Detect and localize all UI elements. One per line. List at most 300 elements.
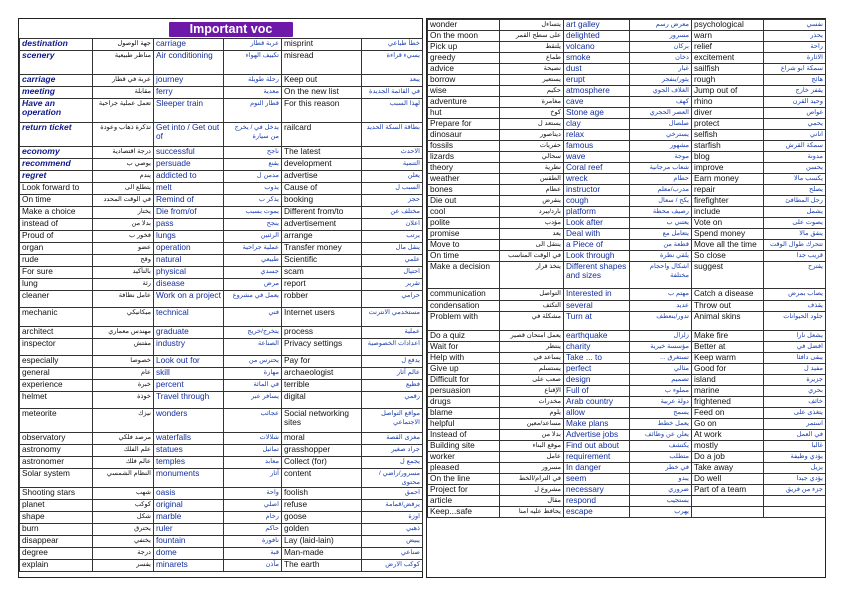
vocab-row <box>20 457 423 469</box>
vocab-meaning: على سطح القمر <box>500 31 564 42</box>
vocab-meaning: جسدي <box>224 267 282 279</box>
vocab-meaning: يعمل خطط <box>630 419 692 430</box>
vocab-word: misprint <box>282 39 362 51</box>
vocab-row <box>428 289 826 301</box>
vocab-meaning: خائف <box>764 397 826 408</box>
vocab-word <box>692 496 764 507</box>
vocab-word: Catch a disease <box>692 289 764 301</box>
vocab-meaning: طماع <box>500 53 564 64</box>
vocab-word: improve <box>692 163 764 174</box>
vocab-meaning: شهب <box>93 488 154 500</box>
vocab-word: Animal skins <box>692 312 764 331</box>
vocab-meaning: تدور/ينعطف <box>630 312 692 331</box>
vocab-meaning: غبار <box>630 64 692 75</box>
vocab-meaning: مواقع التواصل الاجتماعي <box>362 409 423 433</box>
vocab-meaning: يبدو <box>630 474 692 485</box>
vocab-meaning <box>764 496 826 507</box>
vocab-meaning: اصلي <box>224 500 282 512</box>
vocab-row <box>428 408 826 419</box>
vocab-meaning: يعلن عن وظائف <box>630 430 692 441</box>
vocab-meaning: راحة <box>764 42 826 53</box>
vocab-meaning: كوخ <box>500 108 564 119</box>
vocab-meaning: تكييف الهواء <box>224 51 282 75</box>
vocab-meaning: التواصل <box>500 289 564 301</box>
vocab-meaning: مفيد ل <box>764 364 826 375</box>
vocab-meaning: يحمي <box>764 119 826 130</box>
vocab-row <box>428 31 826 42</box>
vocab-word: On time <box>20 195 93 207</box>
vocab-word: Jump out of <box>692 86 764 97</box>
vocab-row <box>20 560 423 572</box>
vocab-meaning: عامل <box>500 452 564 463</box>
vocab-meaning: بحري <box>764 386 826 397</box>
vocab-word: scenery <box>20 51 93 75</box>
vocab-meaning: يلوم <box>500 408 564 419</box>
vocab-word: Go on <box>692 419 764 430</box>
vocab-meaning: وقح <box>93 255 154 267</box>
vocab-row <box>428 463 826 474</box>
vocab-word: degree <box>20 548 93 560</box>
vocab-word: golden <box>282 524 362 536</box>
vocab-meaning: دخان <box>630 53 692 64</box>
vocab-word: starfish <box>692 141 764 152</box>
vocab-meaning: يقفز خارج <box>764 86 826 97</box>
vocab-meaning: مسرور <box>630 31 692 42</box>
vocab-word: foolish <box>282 488 362 500</box>
vocab-meaning: تماثيل <box>224 445 282 457</box>
vocab-row <box>20 524 423 536</box>
vocab-row <box>428 301 826 312</box>
vocab-meaning: يحسن <box>764 163 826 174</box>
vocab-meaning: ذهبي <box>362 524 423 536</box>
vocab-meaning: ضروري <box>630 485 692 496</box>
vocab-meaning: تقرير <box>362 279 423 291</box>
vocab-row <box>20 183 423 195</box>
vocab-word: development <box>282 159 362 171</box>
vocab-word: minarets <box>154 560 224 572</box>
vocab-word: Give up <box>428 364 500 375</box>
vocab-word: monuments <box>154 469 224 488</box>
vocab-word: Remind of <box>154 195 224 207</box>
vocab-word: advertise <box>282 171 362 183</box>
vocab-word: diver <box>692 108 764 119</box>
vocab-word: In danger <box>564 463 630 474</box>
vocab-meaning: عربة قطار <box>224 39 282 51</box>
vocab-row <box>428 240 826 251</box>
vocab-word: helpful <box>428 419 500 430</box>
vocab-row <box>20 291 423 308</box>
vocab-word: pleased <box>428 463 500 474</box>
vocab-meaning: معرض رسم <box>630 20 692 31</box>
vocab-word: The latest <box>282 147 362 159</box>
vocab-meaning: مسرور <box>500 463 564 474</box>
vocab-meaning: مشروع ل <box>500 485 564 496</box>
vocab-word: warn <box>692 31 764 42</box>
vocab-word: Arab country <box>564 397 630 408</box>
vocab-meaning: رحلة طويلة <box>224 75 282 87</box>
vocab-meaning: يتخذ قرار <box>500 262 564 289</box>
vocab-meaning: عامل نظافة <box>93 291 154 308</box>
vocab-word: grasshopper <box>282 445 362 457</box>
vocab-meaning: مساعد/معين <box>500 419 564 430</box>
vocab-meaning: يبيض <box>362 536 423 548</box>
vocab-meaning: رصيف محطة <box>630 207 692 218</box>
vocab-row <box>20 356 423 368</box>
vocab-word: Move all the time <box>692 240 764 251</box>
vocab-word: meeting <box>20 87 93 99</box>
vocab-meaning: التكثف <box>500 301 564 312</box>
vocab-meaning: صناعي <box>362 548 423 560</box>
vocab-meaning: شعاب مرجانية <box>630 163 692 174</box>
vocab-row <box>20 368 423 380</box>
vocab-meaning: اناني <box>764 130 826 141</box>
vocab-word: operation <box>154 243 224 255</box>
vocab-meaning: عظام <box>500 185 564 196</box>
vocab-word: earthquake <box>564 331 630 342</box>
vocab-word: inspector <box>20 339 93 356</box>
vocab-word: persuasion <box>428 386 500 397</box>
vocab-meaning: يسترخي <box>630 130 692 141</box>
vocab-meaning: حجز <box>362 195 423 207</box>
vocab-word: Do a job <box>692 452 764 463</box>
vocab-meaning: يرفض/قمامة <box>362 500 423 512</box>
vocab-meaning: شكل <box>93 512 154 524</box>
vocab-word: Feed on <box>692 408 764 419</box>
vocab-word: Lay (laid-lain) <box>282 536 362 548</box>
vocab-word: skill <box>154 368 224 380</box>
vocab-meaning: يبعد <box>362 75 423 87</box>
vocab-word: rude <box>20 255 93 267</box>
vocab-row <box>20 159 423 171</box>
vocab-row <box>428 262 826 289</box>
vocab-word: Vote on <box>692 218 764 229</box>
vocab-row <box>428 441 826 452</box>
vocab-meaning: يصاب بمرض <box>764 289 826 301</box>
vocab-word: Look forward to <box>20 183 93 195</box>
vocab-meaning: يقنع <box>224 159 282 171</box>
vocab-meaning: رخام <box>224 512 282 524</box>
vocab-word: Look out for <box>154 356 224 368</box>
vocab-meaning: حفريات <box>500 141 564 152</box>
vocab-meaning: يتخرج/خريج <box>224 327 282 339</box>
vocab-word: Make plans <box>564 419 630 430</box>
vocab-word: railcard <box>282 123 362 147</box>
vocab-meaning: عملية جراحية <box>224 243 282 255</box>
vocab-word: process <box>282 327 362 339</box>
vocab-meaning: عجائب <box>224 409 282 433</box>
vocab-row <box>20 267 423 279</box>
vocab-word: Keep...safe <box>428 507 500 518</box>
vocab-meaning: وحيد القرن <box>764 97 826 108</box>
vocab-meaning: خطأ طباعي <box>362 39 423 51</box>
vocab-word: Get into / Get out of <box>154 123 224 147</box>
vocab-word: Man-made <box>282 548 362 560</box>
vocab-word: At work <box>692 430 764 441</box>
vocab-meaning: يستعير <box>500 75 564 86</box>
vocab-meaning: اشكال واحجام مختلفة <box>630 262 692 289</box>
vocab-meaning: مآذن <box>224 560 282 572</box>
vocab-word: several <box>564 301 630 312</box>
vocab-meaning: كهف <box>630 97 692 108</box>
vocab-row <box>20 339 423 356</box>
vocab-word: Privacy settings <box>282 339 362 356</box>
vocab-word: shape <box>20 512 93 524</box>
vocab-meaning: يقذف <box>764 301 826 312</box>
vocab-meaning: ديناصور <box>500 130 564 141</box>
vocab-word: Die out <box>428 196 500 207</box>
vocab-meaning: يعتني ب <box>630 218 692 229</box>
vocab-row <box>428 42 826 53</box>
vocab-meaning: مسرور/راضي /محتوى <box>362 469 423 488</box>
vocab-row <box>428 397 826 408</box>
vocab-word: disappear <box>20 536 93 548</box>
vocab-meaning: مرصد فلكي <box>93 433 154 445</box>
vocab-word: return ticket <box>20 123 93 147</box>
vocab-word: Travel through <box>154 392 224 409</box>
vocab-word: worker <box>428 452 500 463</box>
vocab-meaning: يثور/ينفجر <box>630 75 692 86</box>
vocab-word: Pick up <box>428 42 500 53</box>
vocab-row <box>20 512 423 524</box>
vocab-word: digital <box>282 392 362 409</box>
vocab-meaning: مدمن ل <box>224 171 282 183</box>
vocab-word: a Piece of <box>564 240 630 251</box>
vocab-meaning: جزء من فريق <box>764 485 826 496</box>
vocab-word: Make a choice <box>20 207 93 219</box>
vocab-word: seem <box>564 474 630 485</box>
vocab-row <box>428 86 826 97</box>
vocab-word: dust <box>564 64 630 75</box>
vocab-word: temples <box>154 457 224 469</box>
vocab-meaning: متطلب <box>630 452 692 463</box>
vocab-meaning: اعلان <box>362 219 423 231</box>
vocab-meaning: درجة اقتصادية <box>93 147 154 159</box>
vocab-row <box>20 231 423 243</box>
vocab-meaning: يساعد في <box>500 353 564 364</box>
vocab-word: instructor <box>564 185 630 196</box>
vocab-word: So close <box>692 251 764 262</box>
vocab-meaning: مملوء ب <box>630 386 692 397</box>
vocab-word: Take away <box>692 463 764 474</box>
vocab-row <box>428 251 826 262</box>
vocab-word: carriage <box>154 39 224 51</box>
vocab-meaning: مهتم ب <box>630 289 692 301</box>
vocab-meaning: يزيل <box>764 463 826 474</box>
vocab-meaning: يقترح <box>764 262 826 289</box>
vocab-meaning: رئة <box>93 279 154 291</box>
vocab-meaning: الاثارة <box>764 53 826 64</box>
vocab-meaning: الطقس <box>500 174 564 185</box>
vocab-word: experience <box>20 380 93 392</box>
vocab-word: weather <box>428 174 500 185</box>
vocab-meaning: الرئتين <box>224 231 282 243</box>
vocab-word: island <box>692 375 764 386</box>
vocab-meaning: يشعل نارا <box>764 331 826 342</box>
vocab-meaning: يسمح <box>630 408 692 419</box>
vocab-word: clay <box>564 119 630 130</box>
vocab-meaning: تتحرك طوال الوقت <box>764 240 826 251</box>
vocab-meaning: كوكب <box>93 500 154 512</box>
vocab-row <box>428 53 826 64</box>
vocab-meaning: يسافر عبر <box>224 392 282 409</box>
vocab-meaning: مؤدب <box>500 218 564 229</box>
vocab-meaning: زلزال <box>630 331 692 342</box>
vocab-row <box>20 380 423 392</box>
vocab-word: frightened <box>692 397 764 408</box>
vocab-word: Turn at <box>564 312 630 331</box>
left-half <box>18 18 423 578</box>
vocab-word: archaeologist <box>282 368 362 380</box>
vocab-word: necessary <box>564 485 630 496</box>
vocab-word: addicted to <box>154 171 224 183</box>
vocab-word: blog <box>692 152 764 163</box>
vocab-word: regret <box>20 171 93 183</box>
vocab-meaning: النظام الشمسي <box>93 469 154 488</box>
vocab-word: marble <box>154 512 224 524</box>
vocab-meaning: في الوقت المحدد <box>93 195 154 207</box>
vocab-meaning: يعلن <box>362 171 423 183</box>
vocab-row <box>20 147 423 159</box>
vocab-meaning: فني <box>224 308 282 327</box>
vocab-row <box>20 243 423 255</box>
vocab-word: Sleeper train <box>154 99 224 123</box>
vocab-word: booking <box>282 195 362 207</box>
vocab-meaning: صعب على <box>500 375 564 386</box>
vocab-meaning: يتغذى على <box>764 408 826 419</box>
vocab-word: Building site <box>428 441 500 452</box>
vocab-word: arrange <box>282 231 362 243</box>
vocab-word: architect <box>20 327 93 339</box>
vocab-word: melt <box>154 183 224 195</box>
vocab-meaning: بالتأكيد <box>93 267 154 279</box>
vocab-meaning: الاحدث <box>362 147 423 159</box>
vocab-meaning: بارد/يبرد <box>500 207 564 218</box>
vocab-word: promise <box>428 229 500 240</box>
vocab-meaning: يحترق <box>93 524 154 536</box>
vocab-meaning: بطاقة السكة الحديد <box>362 123 423 147</box>
vocab-meaning: يرتب <box>362 231 423 243</box>
vocab-meaning: اوزة <box>362 512 423 524</box>
vocab-row <box>20 99 423 123</box>
vocab-row <box>428 97 826 108</box>
vocab-meaning: الغلاف الجوي <box>630 86 692 97</box>
vocab-row <box>428 174 826 185</box>
vocab-word: planet <box>20 500 93 512</box>
vocab-meaning: يكتشف <box>630 441 692 452</box>
vocab-word: polite <box>428 218 500 229</box>
vocab-meaning: مغزى القصة <box>362 433 423 445</box>
vocab-word: charity <box>564 342 630 353</box>
vocab-meaning: في الترام/الخط <box>500 474 564 485</box>
vocab-meaning: يستجيب <box>630 496 692 507</box>
vocab-meaning: جلود الحيوانات <box>764 312 826 331</box>
vocab-row <box>20 500 423 512</box>
vocab-word: excitement <box>692 53 764 64</box>
vocab-word: meteorite <box>20 409 93 433</box>
vocab-meaning: علم الفلك <box>93 445 154 457</box>
vocab-meaning: فخور ب <box>93 231 154 243</box>
vocab-word: For this reason <box>282 99 362 123</box>
vocab-meaning: بركان <box>630 42 692 53</box>
vocab-row <box>20 75 423 87</box>
vocab-meaning: ناجح <box>224 147 282 159</box>
vocab-row <box>428 474 826 485</box>
vocab-row <box>20 469 423 488</box>
vocab-row <box>20 255 423 267</box>
vocab-word: protect <box>692 119 764 130</box>
vocab-word: original <box>154 500 224 512</box>
vocab-word: theory <box>428 163 500 174</box>
vocab-meaning: علمي <box>362 255 423 267</box>
vocab-meaning: ميكانيكي <box>93 308 154 327</box>
vocab-word: On the new list <box>282 87 362 99</box>
vocab-meaning: مخدرات <box>500 397 564 408</box>
vocab-word: Social networking sites <box>282 409 362 433</box>
vocab-meaning: يتساءل <box>500 20 564 31</box>
vocab-word: escape <box>564 507 630 518</box>
vocab-row <box>428 342 826 353</box>
vocab-word: journey <box>154 75 224 87</box>
vocab-meaning: مشهور <box>630 141 692 152</box>
vocab-word: blame <box>428 408 500 419</box>
vocab-meaning: يختفي <box>93 536 154 548</box>
vocab-row <box>428 119 826 130</box>
vocab-row <box>428 386 826 397</box>
vocab-meaning: غواص <box>764 108 826 119</box>
vocab-meaning: يكح / سعال <box>630 196 692 207</box>
vocab-word: Spend money <box>692 229 764 240</box>
vocab-meaning: خوذة <box>93 392 154 409</box>
vocab-meaning: هائج <box>764 75 826 86</box>
vocab-word: Have an operation <box>20 99 93 123</box>
vocab-word: Earn money <box>692 174 764 185</box>
vocab-row <box>20 327 423 339</box>
vocab-word: Better at <box>692 342 764 353</box>
vocab-meaning: في المائة <box>224 380 282 392</box>
vocab-word: burn <box>20 524 93 536</box>
vocab-word: selfish <box>692 130 764 141</box>
vocab-word: Find out about <box>564 441 630 452</box>
vocab-row <box>20 39 423 51</box>
vocab-word: waterfalls <box>154 433 224 445</box>
vocab-row <box>428 207 826 218</box>
vocab-word: advice <box>428 64 500 75</box>
vocab-meaning: سحالي <box>500 152 564 163</box>
vocab-word: Prepare for <box>428 119 500 130</box>
vocab-meaning: مفتش <box>93 339 154 356</box>
vocab-meaning: مؤسسة خيرية <box>630 342 692 353</box>
vocab-meaning: قبة <box>224 548 282 560</box>
vocab-word: design <box>564 375 630 386</box>
vocab-word: mechanic <box>20 308 93 327</box>
vocab-word: Work on a project <box>154 291 224 308</box>
vocab-row <box>428 196 826 207</box>
vocab-row <box>20 195 423 207</box>
vocab-meaning: يفسر <box>93 560 154 572</box>
vocab-row <box>20 488 423 500</box>
vocab-meaning: ينجح <box>224 219 282 231</box>
vocab-meaning: حاكم <box>224 524 282 536</box>
vocab-word: cool <box>428 207 500 218</box>
vocab-meaning: يؤدي وظيفة <box>764 452 826 463</box>
vocab-word: technical <box>154 308 224 327</box>
vocab-meaning: عام <box>93 368 154 380</box>
vocab-meaning: نافورة <box>224 536 282 548</box>
vocab-word: percent <box>154 380 224 392</box>
vocab-row <box>428 312 826 331</box>
vocab-word: scam <box>282 267 362 279</box>
vocab-word: economy <box>20 147 93 159</box>
